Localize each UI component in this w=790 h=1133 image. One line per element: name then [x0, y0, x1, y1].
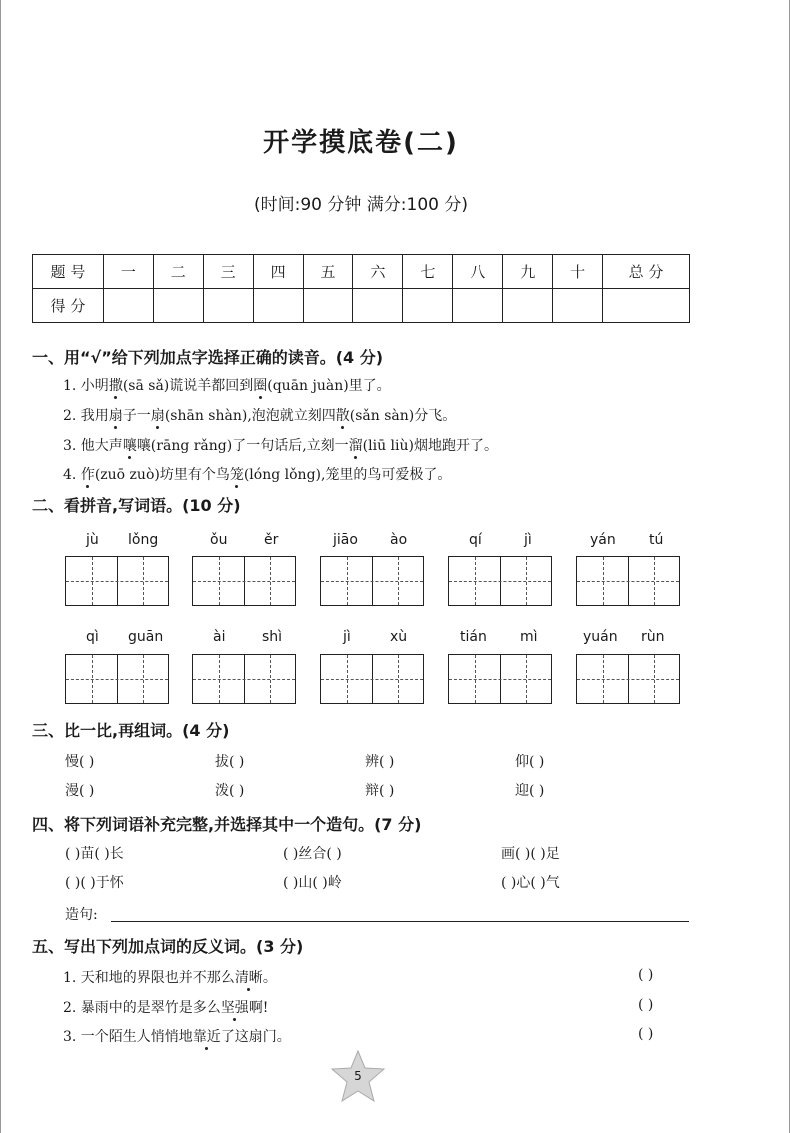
compare-item: 仰( ) [515, 754, 545, 770]
writing-grid[interactable] [576, 654, 680, 704]
idiom-item: 画( )( )足 [501, 846, 560, 862]
writing-grid[interactable] [320, 654, 424, 704]
score-cell[interactable] [453, 289, 503, 323]
score-header-row [33, 255, 690, 289]
score-header-cell: 六 [353, 255, 403, 289]
compare-item: 泼( ) [215, 783, 245, 799]
compare-item: 拔( ) [215, 754, 245, 770]
pinyin: jì [524, 532, 532, 548]
score-cell[interactable] [203, 289, 253, 323]
score-header-cell: 题 号 [33, 255, 104, 289]
sentence-label: 造句: [65, 907, 98, 923]
score-header-cell: 十 [553, 255, 603, 289]
pinyin: ěr [264, 532, 279, 548]
question-5-2: 2. 暴雨中的是翠竹是多么坚强啊! [63, 997, 268, 1017]
compare-item: 辨( ) [365, 754, 395, 770]
exam-info: (时间:90 分钟 满分:100 分) [253, 195, 468, 215]
idiom-item: ( )丝合( ) [283, 846, 342, 862]
score-cell[interactable] [553, 289, 603, 323]
question-1-2: 2. 我用扇子一扇(shān shàn),泡泡就立刻四散(sǎn sàn)分飞。 [63, 405, 456, 425]
writing-grid[interactable] [192, 654, 296, 704]
question-1-1: 1. 小明撒(sā sǎ)谎说羊都回到圈(quān juàn)里了。 [63, 375, 391, 395]
sentence-answer-line[interactable] [111, 921, 689, 922]
pinyin: ài [213, 629, 226, 645]
answer-blank[interactable]: ( ) [638, 1026, 654, 1042]
question-5-1: 1. 天和地的界限也并不那么清晰。 [63, 967, 277, 987]
section-2-heading: 二、看拼音,写词语。(10 分) [32, 496, 241, 515]
page-title: 开学摸底卷(二) [263, 128, 459, 158]
writing-grid[interactable] [65, 654, 169, 704]
writing-grid[interactable] [448, 556, 552, 606]
pinyin: yán [590, 532, 616, 548]
score-header-cell: 七 [403, 255, 453, 289]
idiom-item: ( )山( )岭 [283, 875, 342, 891]
writing-grid[interactable] [65, 556, 169, 606]
page-number: 5 [354, 1069, 362, 1083]
score-value-row [33, 289, 690, 323]
answer-blank[interactable]: ( ) [638, 997, 654, 1013]
idiom-item: ( )心( )气 [501, 875, 560, 891]
score-cell[interactable] [253, 289, 303, 323]
writing-grid[interactable] [192, 556, 296, 606]
idiom-item: ( )( )于怀 [65, 875, 124, 891]
pinyin: rùn [641, 629, 665, 645]
section-4-heading: 四、将下列词语补充完整,并选择其中一个造句。(7 分) [32, 815, 422, 834]
score-cell[interactable] [103, 289, 153, 323]
pinyin: guān [128, 629, 164, 645]
section-1-heading: 一、用“√”给下列加点字选择正确的读音。(4 分) [32, 348, 384, 367]
question-1-4: 4. 作(zuō zuò)坊里有个鸟笼(lóng lǒng),笼里的鸟可爱极了。 [63, 464, 451, 484]
pinyin: ǒu [210, 532, 228, 548]
score-header-cell: 四 [253, 255, 303, 289]
pinyin: jì [343, 629, 351, 645]
score-row-label: 得 分 [33, 289, 104, 323]
question-5-3: 3. 一个陌生人悄悄地靠近了这扇门。 [63, 1026, 291, 1046]
pinyin: shì [262, 629, 283, 645]
pinyin: qí [469, 532, 482, 548]
compare-item: 辩( ) [365, 783, 395, 799]
compare-item: 漫( ) [65, 783, 95, 799]
pinyin: jiāo [333, 532, 358, 548]
pinyin: lǒng [128, 532, 159, 548]
pinyin: ào [390, 532, 408, 548]
idiom-item: ( )苗( )长 [65, 846, 124, 862]
question-1-3: 3. 他大声嚷嚷(rāng rǎng)了一句话后,立刻一溜(liū liù)烟地跑开了。 [63, 435, 498, 455]
section-5-heading: 五、写出下列加点词的反义词。(3 分) [32, 937, 304, 956]
pinyin: mì [520, 629, 538, 645]
score-cell[interactable] [153, 289, 203, 323]
compare-item: 迎( ) [515, 783, 545, 799]
compare-item: 慢( ) [65, 754, 95, 770]
score-cell[interactable] [503, 289, 553, 323]
pinyin: qì [86, 629, 99, 645]
score-table [32, 254, 690, 323]
score-header-cell: 九 [503, 255, 553, 289]
score-header-cell: 八 [453, 255, 503, 289]
writing-grid[interactable] [320, 556, 424, 606]
score-cell[interactable] [353, 289, 403, 323]
pinyin: yuán [583, 629, 618, 645]
score-header-cell: 总 分 [603, 255, 690, 289]
pinyin: tián [460, 629, 487, 645]
writing-grid[interactable] [576, 556, 680, 606]
pinyin: jù [86, 532, 99, 548]
pinyin: tú [649, 532, 664, 548]
section-3-heading: 三、比一比,再组词。(4 分) [32, 721, 230, 740]
pinyin: xù [390, 629, 408, 645]
score-header-cell: 三 [203, 255, 253, 289]
score-header-cell: 五 [303, 255, 353, 289]
score-cell[interactable] [303, 289, 353, 323]
score-header-cell: 一 [103, 255, 153, 289]
score-total-cell[interactable] [603, 289, 690, 323]
score-header-cell: 二 [153, 255, 203, 289]
score-cell[interactable] [403, 289, 453, 323]
writing-grid[interactable] [448, 654, 552, 704]
answer-blank[interactable]: ( ) [638, 967, 654, 983]
